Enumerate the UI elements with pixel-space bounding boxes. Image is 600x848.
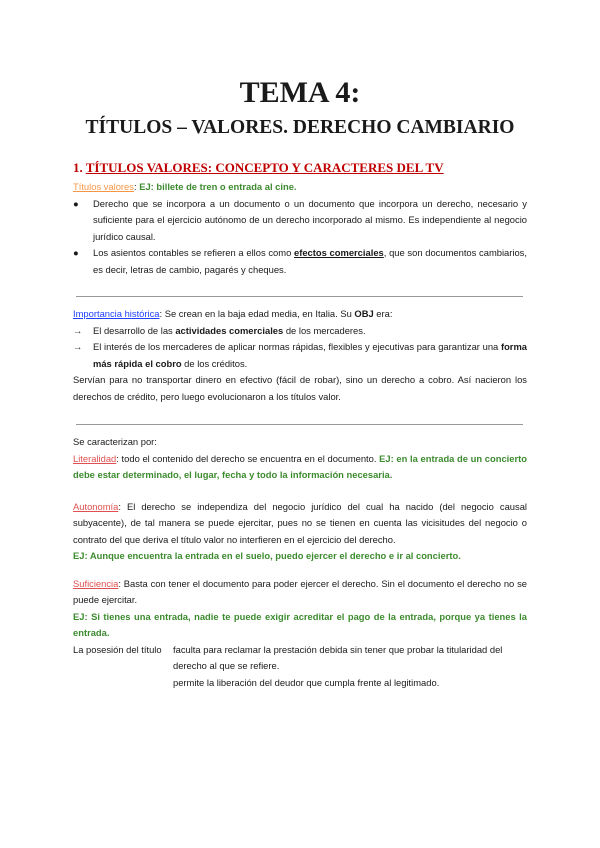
bullet-text: Derecho que se incorpora a un documento o un documento que incorpora un derecho, necesario y suficiente para el ejercicio autónomo de un derecho incorporado al mismo. Es independiente al negocio jurídico causal.	[93, 197, 527, 242]
bold-term: OBJ	[354, 308, 374, 319]
item-text: El desarrollo de las	[93, 324, 176, 336]
posesion-item: permite la liberación del deudor que cumpla frente al legitimado.	[173, 676, 440, 688]
section-historia	[73, 306, 527, 405]
term-importancia-historica: Importancia histórica	[73, 308, 160, 319]
intro-text: Se caracterizan por:	[73, 436, 157, 447]
closing-paragraph: Servían para no transportar dinero en efectivo (fácil de robar), sino un derecho a cobro. Así nacieron los derechos de crédito, pero luego evolucionaron a los títulos valor.	[73, 374, 527, 402]
example-text: EJ: Aunque encuentra la entrada en el suelo, puedo ejercer el derecho e ir al concierto.	[73, 550, 461, 561]
bold-term: efectos comerciales	[294, 247, 384, 258]
item-text: de los mercaderes.	[283, 324, 366, 336]
term-suficiencia: Suficiencia	[73, 577, 119, 589]
document-title: TEMA 4:	[239, 76, 361, 109]
divider	[76, 296, 523, 297]
posesion-label: La posesión del título	[73, 643, 162, 655]
bold-term: actividades comerciales	[175, 324, 284, 336]
example-text: EJ: en la entrada de un concierto debe estar determinado, el lugar, fecha y todo la información necesaria.	[73, 452, 527, 480]
bullet-text: Los asientos contables se refieren a ellos como	[93, 247, 294, 258]
intro-text: : Se crean en la baja edad media, en Italia. Su	[159, 308, 355, 319]
term-titulos-valores: Títulos valores	[73, 181, 134, 192]
bullet-icon: ●	[73, 247, 79, 258]
posesion-item: faculta para reclamar la prestación debida sin tener que probar la titularidad del derecho al que se refiere.	[173, 643, 503, 671]
section-titulos-valores: Títulos valores: EJ: billete de tren o entrada al cine. ● Derecho que se incorpora a un documento o un documento que incorpora un derecho, necesario y suficiente para el ejercicio autónomo de un derecho incorporado al mismo. Es independiente al negocio jurídico causal. ● Los asientos contables se refieren a ellos como efectos comerciales, que son documentos cambiarios, es decir, letras de cambio, pagarés y cheques.	[73, 179, 527, 278]
term-autonomia: Autonomía	[73, 500, 119, 512]
paragraph-text: : todo el contenido del derecho se encuentra en el documento.	[116, 452, 380, 464]
paragraph-text: : El derecho se independiza del negocio jurídico del cual ha nacido (del negocio causal subyacente), de tal manera se puede ejercitar, pues no se tienen en cuenta las vicisitudes del negocio o contrato del que deriva el título valor no interfieren en el ejercicio del derecho.	[73, 500, 527, 545]
posesion-block	[73, 642, 527, 692]
bullet-icon: ●	[73, 197, 79, 209]
term-literalidad: Literalidad	[73, 452, 117, 464]
bullet-text: , que son documentos cambiarios, es decir, letras de cambio, pagarés y cheques.	[93, 247, 527, 275]
item-text: de los créditos.	[181, 357, 248, 369]
section-heading	[73, 160, 444, 176]
divider	[76, 424, 523, 425]
section-heading-text: TÍTULOS VALORES: CONCEPTO Y CARACTERES DEL TV	[85, 160, 444, 175]
intro-text: era:	[373, 308, 393, 319]
arrow-icon: →	[73, 324, 83, 336]
list-item	[73, 323, 527, 340]
section-caracteres	[73, 434, 527, 691]
paragraph-suficiencia	[73, 576, 527, 609]
item-text: El interés de los mercaderes de aplicar normas rápidas, flexibles y ejecutivas para garantizar una	[93, 341, 501, 352]
section-number: 1.	[73, 160, 86, 175]
example-text: EJ: billete de tren o entrada al cine.	[139, 181, 297, 192]
paragraph-text: : Basta con tener el documento para poder ejercer el derecho. Sin el documento el derecho no se puede ejercitar.	[73, 577, 527, 605]
bold-term: forma más rápida el cobro	[93, 341, 527, 369]
example-text: EJ: Si tienes una entrada, nadie te puede exigir acreditar el pago de la entrada, porque ya tienes la entrada.	[73, 610, 527, 638]
list-item	[73, 245, 527, 278]
arrow-icon: →	[73, 341, 83, 352]
list-item	[73, 339, 527, 372]
paragraph-autonomia	[73, 499, 527, 549]
list-item	[73, 196, 527, 246]
document-subtitle: TÍTULOS – VALORES. DERECHO CAMBIARIO	[85, 117, 515, 138]
paragraph-literalidad	[73, 451, 527, 484]
